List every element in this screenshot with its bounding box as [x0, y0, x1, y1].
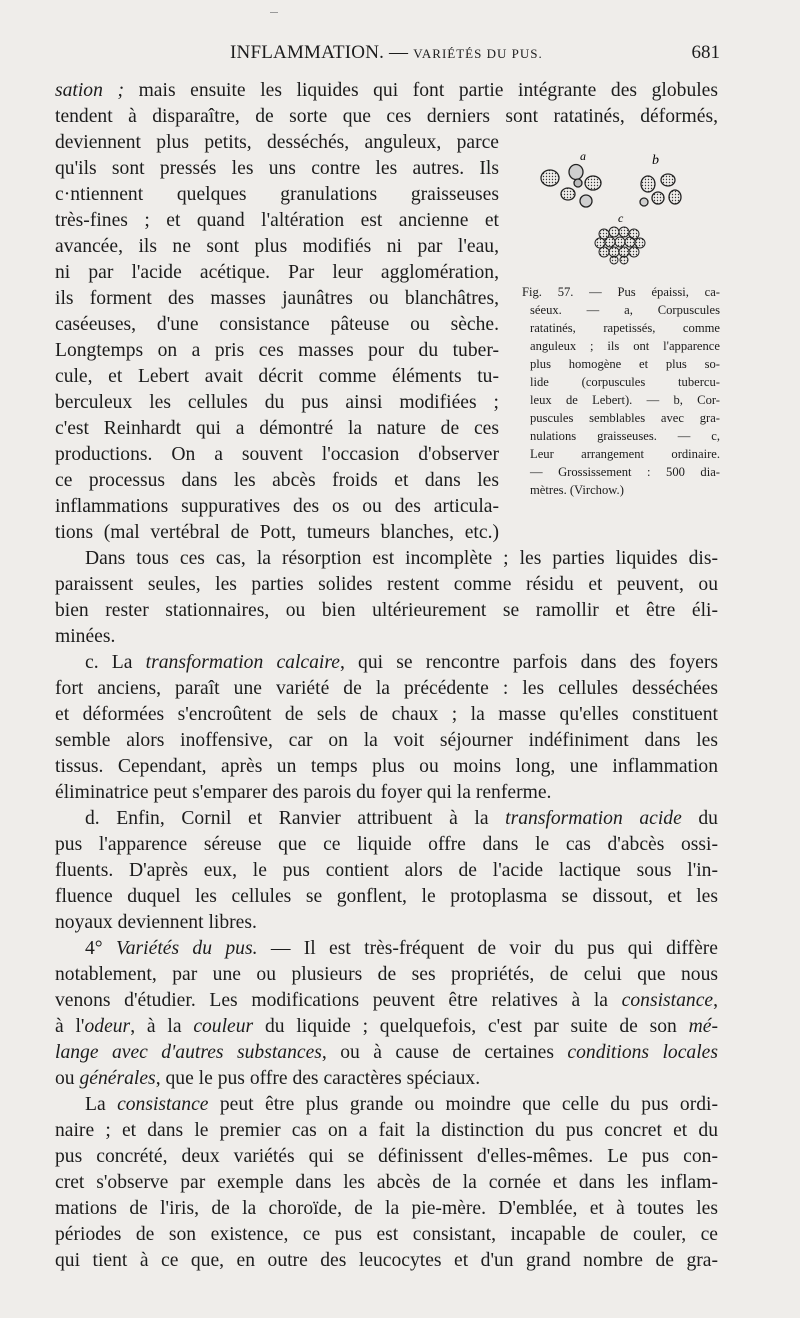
text-italic: transformation acide: [505, 808, 682, 829]
text-line: noyaux deviennent libres.: [55, 912, 257, 933]
caption-line: lide (corpuscules tubercu-: [530, 375, 720, 389]
caption-line: Leur arrangement ordinaire.: [530, 447, 720, 461]
text-italic: couleur: [193, 1016, 254, 1037]
text-run: c. La: [85, 652, 146, 673]
caption-line: leux de Lebert). — b, Cor-: [530, 393, 720, 407]
caption-line: Fig. 57. — Pus épaissi, ca-: [522, 285, 720, 299]
figure-label-a: a: [580, 149, 586, 163]
text-italic: consistance: [621, 990, 714, 1011]
text-line: notablement, par une ou plusieurs de ses propriétés, de celui que nous: [55, 964, 718, 985]
text-line: paraissent seules, les parties solides restent comme résidu et peuvent, ou: [55, 574, 718, 595]
text-line: [55, 1066, 718, 1092]
text-line: très-fines ; et quand l'altération est ancienne et: [55, 210, 499, 231]
text-run: venons d'étudier. Les modifications peuvent être relatives à la: [55, 990, 622, 1011]
text-line: [55, 936, 718, 962]
text-line: Longtemps on a pris ces masses pour du tuber-: [55, 340, 499, 361]
text-line: fort anciens, paraît une variété de la précédente : les cellules desséchées: [55, 678, 718, 699]
text-italic: Variétés du pus.: [115, 938, 258, 959]
text-line: deviennent plus petits, desséchés, anguleux, parce: [55, 132, 499, 153]
text-line: c'est Reinhardt qui a démontré la nature de ces: [55, 418, 499, 439]
text-line: minées.: [55, 626, 116, 647]
caption-line: mètres. (Virchow.): [530, 483, 624, 497]
text-line: pus l'apparence séreuse que ce liquide offre dans le cas d'abcès ossi-: [55, 834, 718, 855]
text-line: tendent à disparaître, de sorte que ces derniers sont ratatinés, déformés,: [55, 106, 718, 127]
text-line: bien rester stationnaires, ou bien ultérieurement se ramollir et être éli-: [55, 600, 718, 621]
caption-line: puscules semblables avec gra-: [530, 411, 720, 425]
text-run: 4°: [85, 938, 116, 959]
text-line: cret s'observe par exemple dans les abcès de la cornée et dans les inflam-: [55, 1172, 718, 1193]
text-line: ni par l'acide acétique. Par leur agglomération,: [55, 262, 499, 283]
caption-line: séeux. — a, Corpuscules: [530, 303, 720, 317]
text-line: naire ; et dans le premier cas on a fait la distinction du pus concret et du: [55, 1120, 718, 1141]
corpuscles-group-c: [595, 227, 645, 264]
corpuscles-group-a: [541, 165, 601, 208]
figure-57-illustration: [530, 148, 700, 266]
text-run: à l': [55, 1016, 85, 1037]
text-line: tissus. Cependant, après un temps plus ou moins long, une inflammation: [55, 756, 718, 777]
text-run: peut être plus grande ou moindre que celle du pus ordi-: [208, 1094, 718, 1115]
text-italic: générales: [79, 1068, 156, 1089]
figure-label-c: c: [618, 211, 624, 225]
text-line: éliminatrice peut s'emparer des parois du foyer qui la renferme.: [55, 782, 552, 803]
text-run: La: [85, 1094, 118, 1115]
text-line: caséeuses, d'une consistance pâteuse ou sèche.: [55, 314, 499, 335]
top-mark: [270, 12, 278, 13]
text-line: et déformées s'encroûtent de sels de chaux ; la masse qu'elles constituent: [55, 704, 718, 725]
text-italic: odeur: [84, 1016, 131, 1037]
figure-label-b: b: [652, 153, 659, 168]
caption-line: ratatinés, rapetissés, comme: [530, 321, 720, 335]
text-line: cule, et Lebert avait décrit comme éléments tu-: [55, 366, 499, 387]
text-run: , que le pus offre des caractères spéciaux.: [155, 1068, 481, 1089]
text-line: Dans tous ces cas, la résorption est incomplète ; les parties liquides dis-: [85, 548, 718, 569]
text-run: ,: [713, 990, 718, 1011]
text-line: semble alors inoffensive, car on la voit séjourner indéfiniment dans les: [55, 730, 718, 751]
corpuscles-group-b: [640, 174, 681, 206]
caption-line: nulations graisseuses. — c,: [530, 429, 720, 443]
text-line: mations de l'iris, de la choroïde, de la pie-mère. D'emblée, et à toutes les: [55, 1198, 718, 1219]
text-run: , qui se rencontre parfois dans des foyers: [339, 652, 718, 673]
text-line: berculeux les cellules du pus ainsi modifiées ;: [55, 392, 499, 413]
header-dash: —: [389, 42, 409, 63]
text-line: ce processus dans les abcès froids et dans les: [55, 470, 499, 491]
text-italic: sation ;: [55, 80, 124, 101]
text-italic: mé-: [688, 1016, 718, 1037]
text-line: avancée, ils ne sont plus modifiés ni par l'eau,: [55, 236, 499, 257]
text-line: périodes de son existence, ce pus est consistant, incapable de couler, ce: [55, 1224, 718, 1245]
header-subtitle: VARIÉTÉS DU PUS.: [413, 46, 543, 61]
text-run: , ou à cause de certaines: [321, 1042, 568, 1063]
text-italic: conditions locales: [567, 1042, 718, 1063]
caption-line: anguleux ; ils ont l'apparence: [530, 339, 720, 353]
text-run: d. Enfin, Cornil et Ranvier attribuent à la: [85, 808, 506, 829]
text-line: [55, 78, 718, 104]
text-run: mais ensuite les liquides qui font partie intégrante des globules: [124, 80, 719, 101]
page-number: 681: [691, 42, 720, 63]
text-run: du liquide ; quelquefois, c'est par suite de son: [253, 1016, 689, 1037]
text-italic: consistance: [117, 1094, 209, 1115]
text-line: [55, 806, 718, 832]
text-line: tions (mal vertébral de Pott, tumeurs blanches, etc.): [55, 522, 499, 543]
text-line: ils forment des masses jaunâtres ou blanchâtres,: [55, 288, 499, 309]
text-line: [55, 650, 718, 676]
text-run: , à la: [130, 1016, 194, 1037]
text-line: [55, 1040, 718, 1066]
text-line: fluents. D'après eux, le pus contient alors de l'acide lactique sous l'in-: [55, 860, 718, 881]
text-line: [55, 1014, 718, 1040]
text-run: du: [681, 808, 718, 829]
caption-line: — Grossissement : 500 dia-: [530, 465, 720, 479]
text-line: fluence duquel les cellules se gonflent, le protoplasma se dissout, et les: [55, 886, 718, 907]
text-line: c·ntiennent quelques granulations graisseuses: [55, 184, 499, 205]
text-line: pus concrété, deux variétés qui se définissent d'elles-mêmes. Le pus con-: [55, 1146, 718, 1167]
text-line: inflammations suppuratives des os ou des articula-: [55, 496, 499, 517]
text-italic: transformation calcaire: [145, 652, 340, 673]
text-line: qui tient à ce que, en outre des leucocytes et d'un grand nombre de gra-: [55, 1250, 718, 1271]
running-header: [55, 42, 720, 70]
text-run: ou: [55, 1068, 80, 1089]
text-line: [55, 1092, 718, 1118]
text-line: qu'ils sont pressés les uns contre les autres. Ils: [55, 158, 499, 179]
running-title: [230, 42, 543, 64]
text-italic: lange avec d'autres substances: [55, 1042, 322, 1063]
text-line: [55, 988, 718, 1014]
caption-line: plus homogène et plus so-: [530, 357, 720, 371]
text-run: — Il est très-fréquent de voir du pus qui diffère: [257, 938, 719, 959]
header-title: INFLAMMATION.: [230, 42, 385, 63]
text-line: productions. On a souvent l'occasion d'observer: [55, 444, 499, 465]
